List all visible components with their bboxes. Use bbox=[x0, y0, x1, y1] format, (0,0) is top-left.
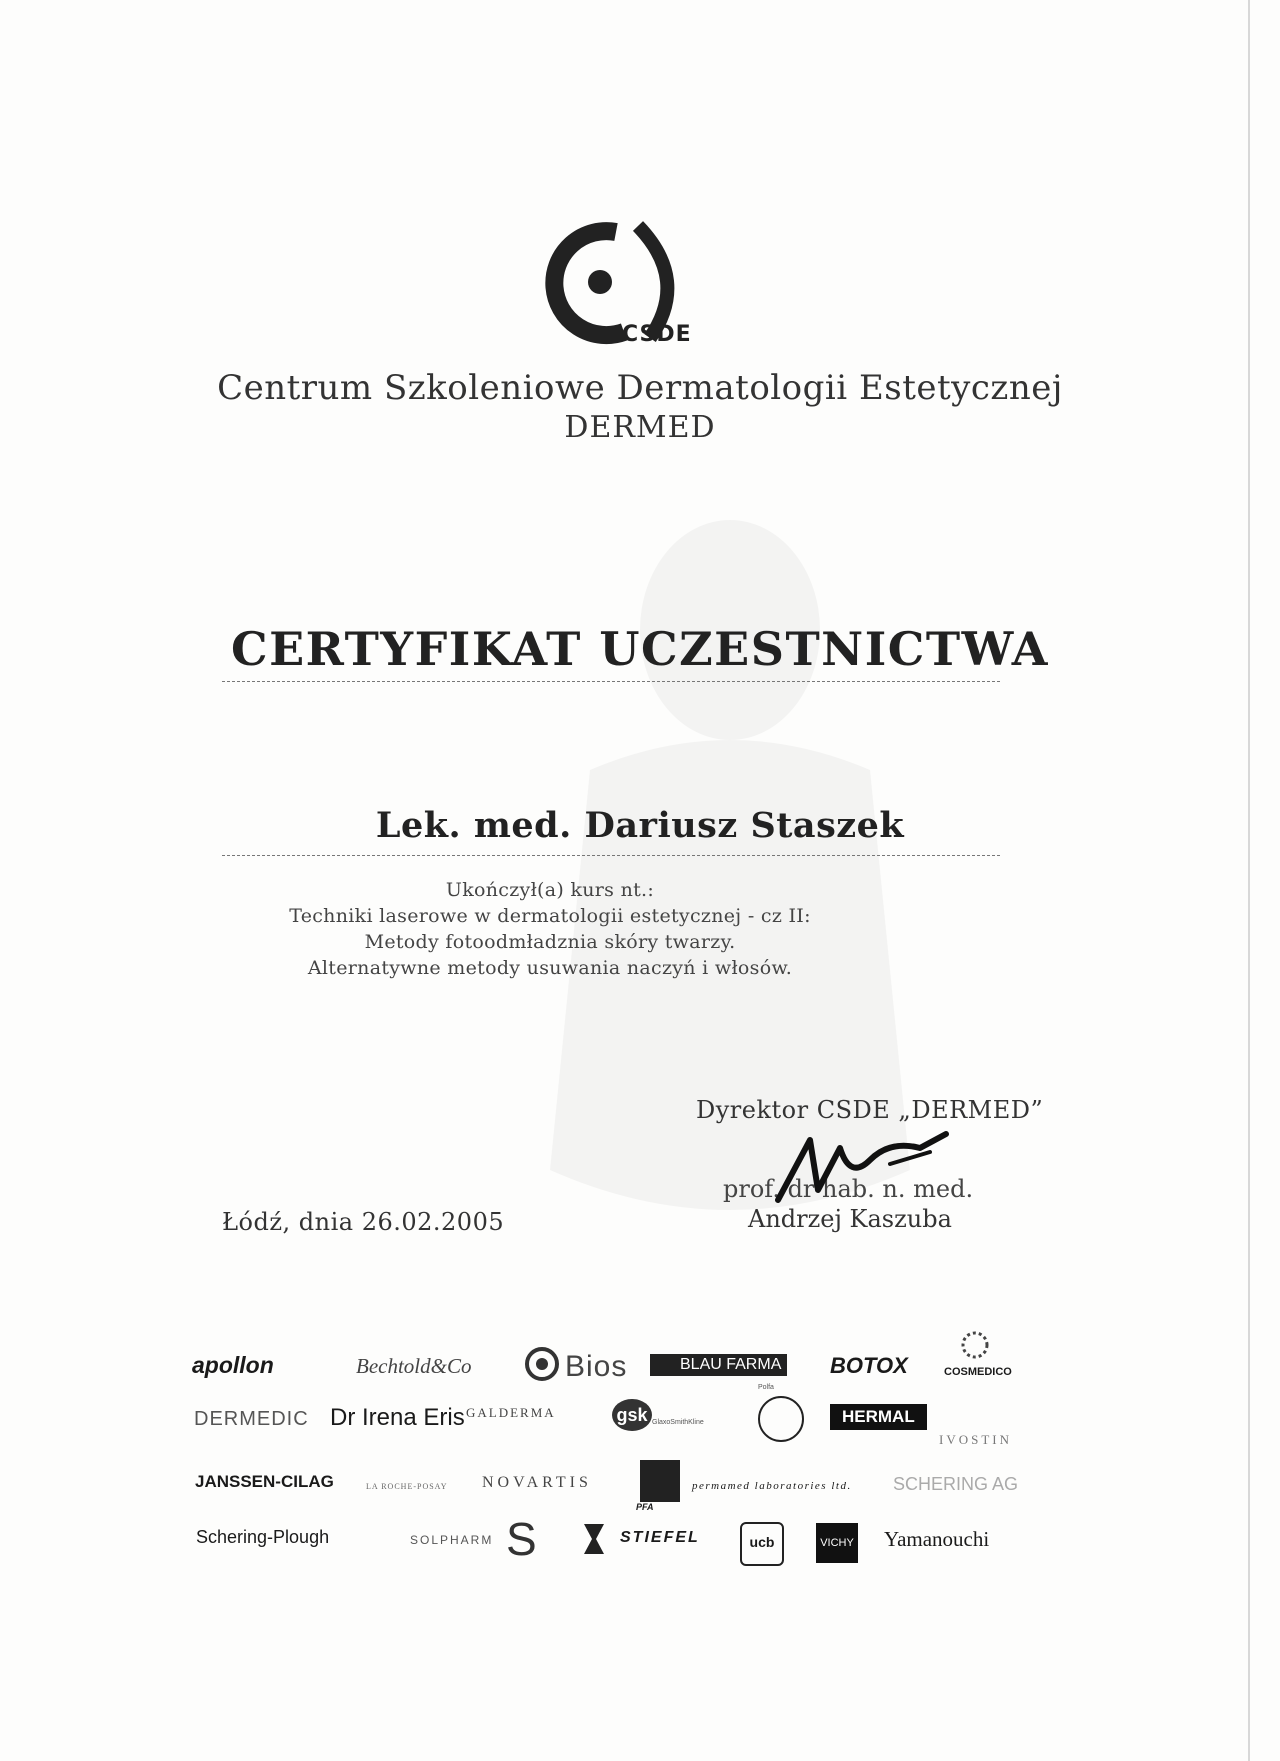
sponsor-janssen-cilag: JANSSEN-CILAG bbox=[195, 1472, 334, 1491]
institution-subtitle: DERMED bbox=[564, 410, 716, 445]
sponsor-ucb: ucb bbox=[740, 1522, 784, 1566]
sponsor-pfa: PFA bbox=[636, 1502, 654, 1512]
sponsor-hermal: HERMAL bbox=[830, 1404, 927, 1430]
sponsor-dermedic: DERMEDIC bbox=[194, 1408, 309, 1430]
course-line: Metody fotoodmładznia skóry twarzy. bbox=[364, 931, 736, 953]
place-and-date: Łódź, dnia 26.02.2005 bbox=[222, 1208, 505, 1236]
logo-text: CSDE bbox=[622, 322, 692, 347]
sponsor-gsk: gsk bbox=[612, 1399, 652, 1431]
scan-edge bbox=[1248, 0, 1250, 1761]
recipient-name: Lek. med. Dariusz Staszek bbox=[375, 805, 905, 846]
sponsor-novartis: NOVARTIS bbox=[482, 1474, 592, 1491]
sponsor-permamed: permamed laboratories ltd. bbox=[692, 1480, 852, 1492]
sponsor-ivostin: IVOSTIN bbox=[939, 1432, 1012, 1447]
sponsor-galderma: GALDERMA bbox=[466, 1405, 556, 1420]
sponsor-apollon: apollon bbox=[192, 1352, 274, 1378]
sponsor-bechtold: Bechtold&Co bbox=[356, 1354, 472, 1378]
course-line: Alternatywne metody usuwania naczyń i włosów. bbox=[307, 957, 793, 979]
sponsor-cosmedico: COSMEDICO bbox=[944, 1366, 1012, 1378]
sponsor-irena-eris: Dr Irena Eris bbox=[330, 1404, 465, 1431]
sponsor-gsk-subtitle: GlaxoSmithKline bbox=[652, 1419, 704, 1426]
course-line: Ukończył(a) kurs nt.: bbox=[445, 879, 655, 901]
sponsor-schering-plough: Schering-Plough bbox=[196, 1527, 330, 1547]
sponsor-yamanouchi: Yamanouchi bbox=[884, 1527, 990, 1551]
sponsor-bios: Bios bbox=[565, 1350, 628, 1383]
sponsor-pfa-emblem bbox=[640, 1460, 680, 1502]
signatory-role: Dyrektor CSDE „DERMED” bbox=[696, 1096, 1044, 1124]
signatory-name: Andrzej Kaszuba bbox=[748, 1205, 952, 1233]
sponsor-blau-farma: BLAU FARMA bbox=[650, 1354, 787, 1376]
title-underline bbox=[222, 681, 1000, 682]
sponsor-vichy: VICHY bbox=[816, 1523, 858, 1563]
handwritten-signature bbox=[770, 1120, 950, 1210]
recipient-underline bbox=[222, 855, 1000, 856]
cosmedico-sun-icon bbox=[958, 1328, 992, 1362]
sponsor-la-roche-posay: LA ROCHE-POSAY bbox=[366, 1482, 448, 1491]
certificate-title: CERTYFIKAT UCZESTNICTWA bbox=[230, 622, 1049, 676]
stiefel-emblem-icon bbox=[582, 1522, 606, 1556]
course-line: Techniki laserowe w dermatologii estetycznej - cz II: bbox=[289, 905, 811, 927]
sponsor-solpharm-mark: S bbox=[506, 1513, 537, 1565]
sponsor-polfa-emblem bbox=[758, 1396, 804, 1442]
institution-name: Centrum Szkoleniowe Dermatologii Estetycznej bbox=[217, 368, 1063, 408]
sponsor-solpharm: SOLPHARM bbox=[410, 1533, 494, 1547]
signatory-degree: prof. dr hab. n. med. bbox=[723, 1175, 974, 1203]
sponsor-stiefel: STIEFEL bbox=[620, 1529, 700, 1546]
sponsor-polfa-label: Polfa bbox=[758, 1384, 774, 1391]
sponsor-schering-ag: SCHERING AG bbox=[893, 1474, 1019, 1494]
bios-flower-icon bbox=[524, 1346, 560, 1382]
sponsor-botox: BOTOX bbox=[830, 1353, 908, 1378]
